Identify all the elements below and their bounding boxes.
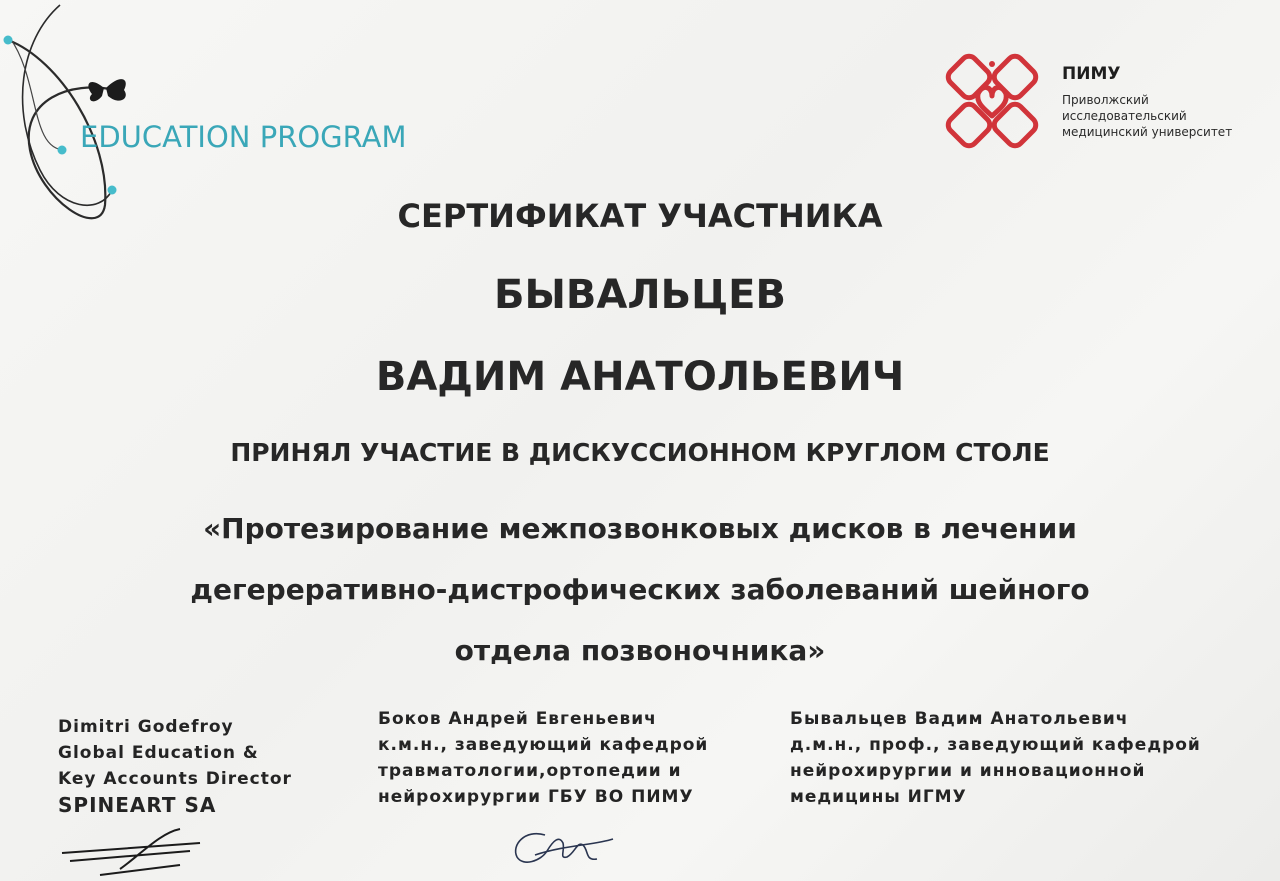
pimu-logo: [942, 50, 1042, 154]
university-short-name: ПИМУ: [1062, 64, 1121, 84]
certificate-title: СЕРТИФИКАТ УЧАСТНИКА: [397, 197, 883, 235]
signatory-2-line: к.м.н., заведующий кафедрой: [378, 735, 709, 755]
signatory-3-line: нейрохирургии и инновационной: [790, 761, 1146, 781]
signatory-2: [378, 706, 708, 810]
topic-line-2: дегереративно-дистрофических заболеваний шейного: [190, 573, 1090, 606]
signatory-1-line: Global Education &: [58, 743, 259, 763]
participation-statement: ПРИНЯЛ УЧАСТИЕ В ДИСКУССИОННОМ КРУГЛОМ СТОЛЕ: [230, 438, 1050, 467]
signatory-3-line: д.м.н., проф., заведующий кафедрой: [790, 735, 1201, 755]
topic-line-3: отдела позвоночника»: [454, 634, 826, 667]
participant-surname: БЫВАЛЬЦЕВ: [493, 272, 786, 318]
signatory-3-line: Бывальцев Вадим Анатольевич: [790, 709, 1129, 729]
signatory-2-line: нейрохирургии ГБУ ВО ПИМУ: [378, 787, 694, 807]
education-program-label: EDUCATION PROGRAM: [80, 120, 407, 154]
signature-1: [60, 825, 210, 881]
butterfly-icon: [88, 79, 125, 101]
university-full-name: Приволжский исследовательский медицинский университет: [1062, 93, 1233, 139]
signatory-1-company: SPINEART SA: [58, 793, 217, 817]
signatory-1-line: Key Accounts Director: [58, 769, 292, 789]
topic-line-1: «Протезирование межпозвонковых дисков в лечении: [203, 512, 1077, 545]
signatory-1-line: Dimitri Godefroy: [58, 717, 234, 737]
signature-2: [505, 815, 615, 875]
signatory-1: [58, 714, 292, 818]
signatory-2-line: травматологии,ортопедии и: [378, 761, 682, 781]
signatory-3: [790, 706, 1201, 810]
signatory-3-line: медицины ИГМУ: [790, 787, 967, 807]
signatory-2-line: Боков Андрей Евгеньевич: [378, 709, 657, 729]
participant-given-names: ВАДИМ АНАТОЛЬЕВИЧ: [375, 354, 905, 400]
